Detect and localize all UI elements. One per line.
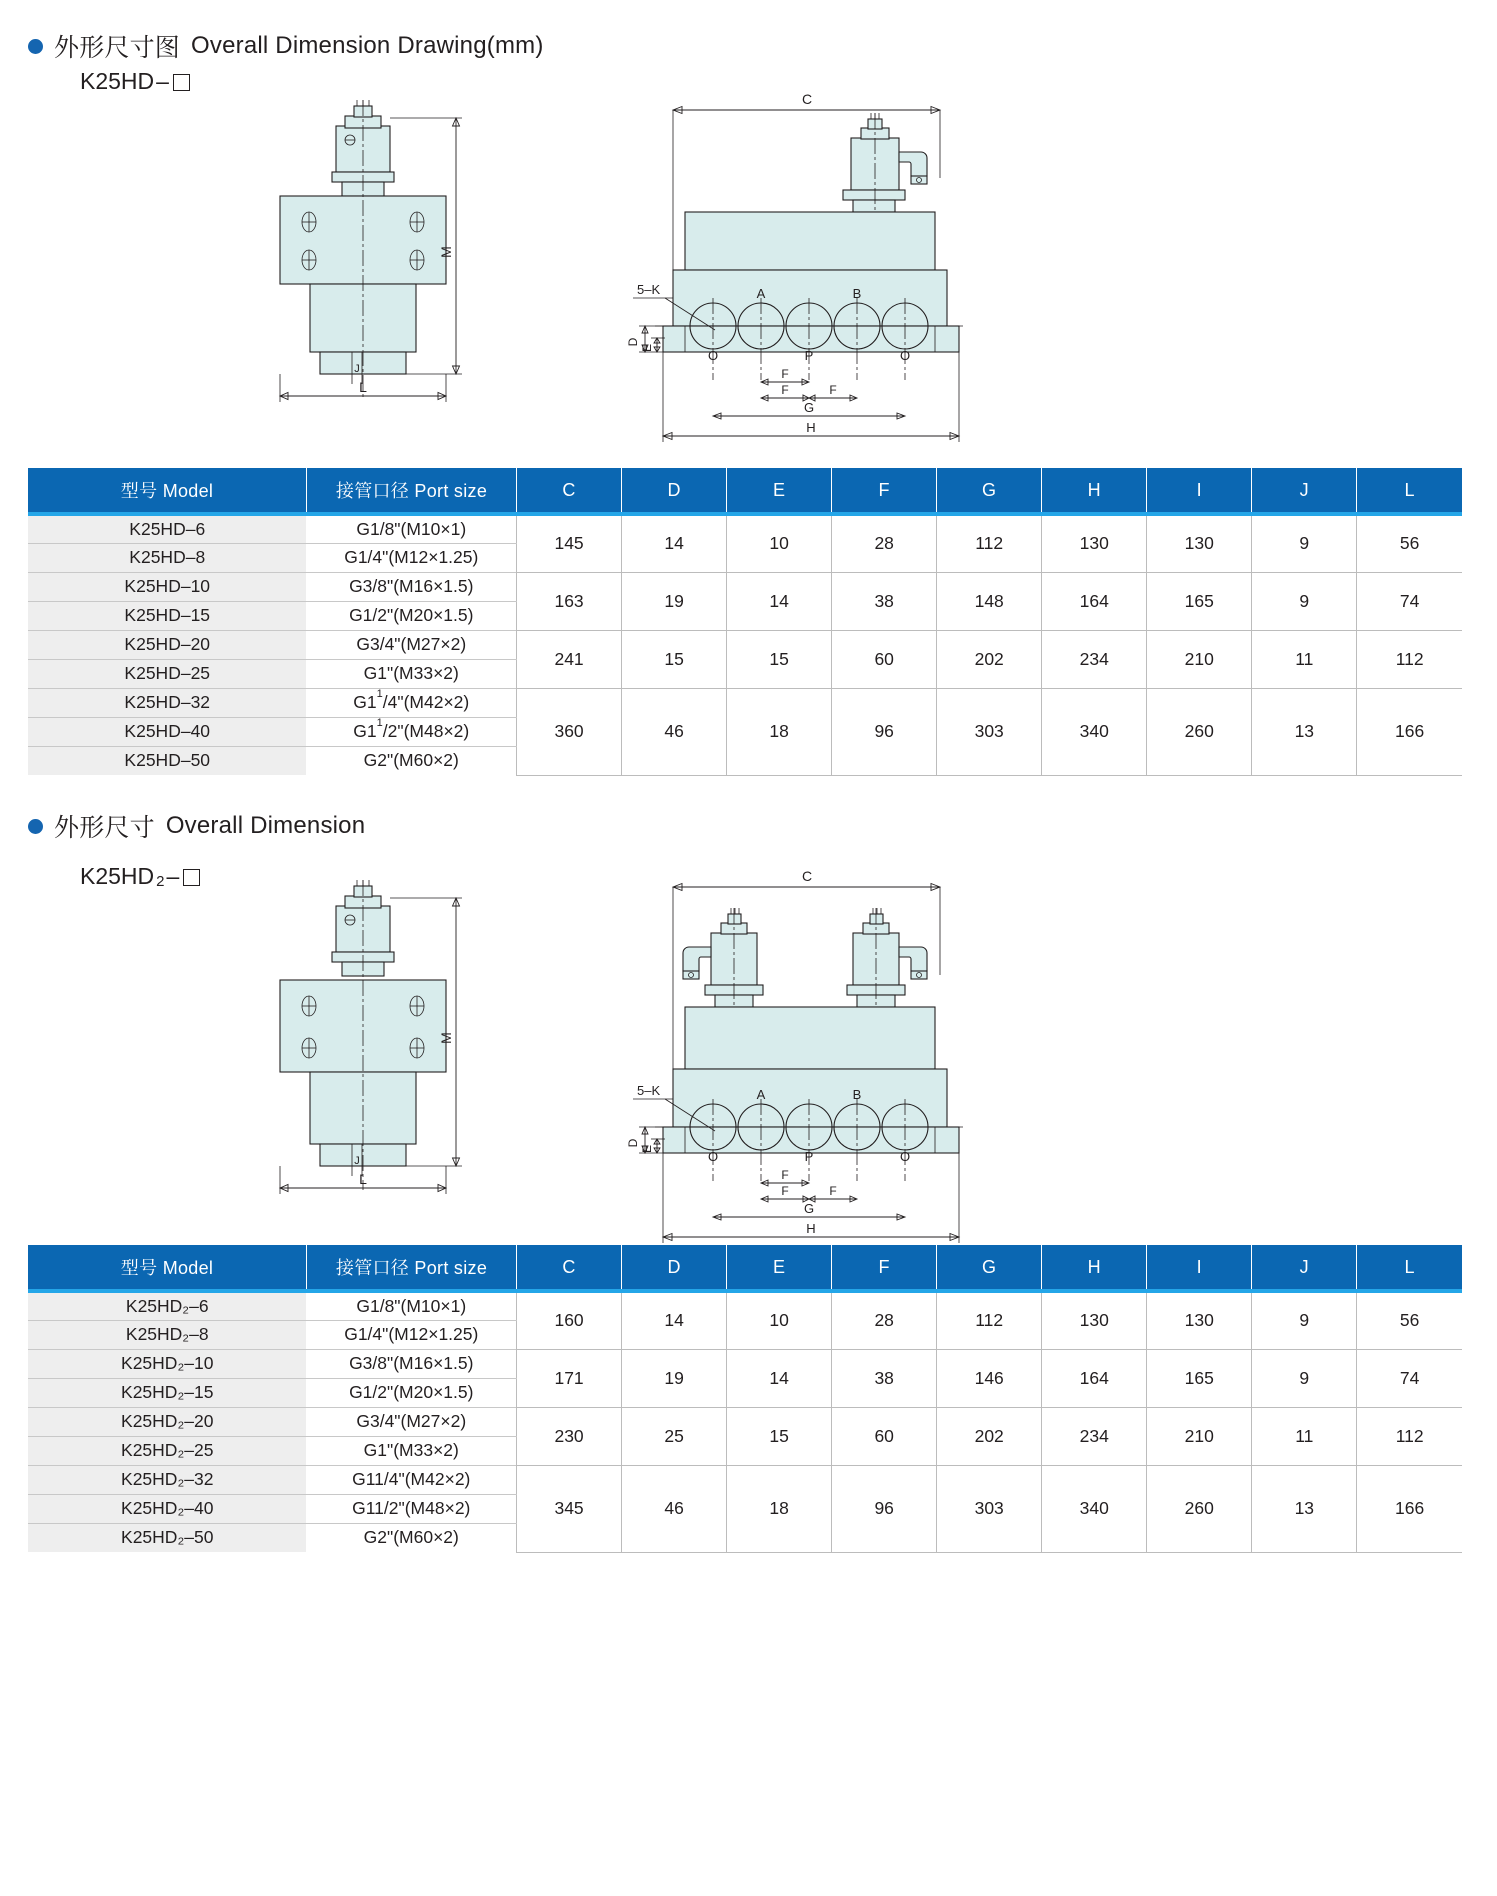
column-header-en: J [1299,479,1309,500]
cell-model: K25HD–25 [28,659,306,688]
cell-g: 112 [937,1291,1042,1349]
svg-text:F: F [829,1184,837,1198]
svg-text:G: G [803,400,815,415]
cell-model: K25HD₂–15 [28,1378,306,1407]
table-row [28,1349,1462,1378]
section-2-model-subscript: 2 [156,873,165,890]
cell-f: 28 [832,1291,937,1349]
cell-port-size: G1/8"(M10×1) [306,1291,516,1320]
cell-port-size: G3/4"(M27×2) [306,1407,516,1436]
cell-port-size: $G1^1/4"(M42\times 2)$ [306,688,516,717]
cell-model: K25HD₂–40 [28,1494,306,1523]
svg-text:5–K: 5–K [637,282,661,297]
column-header-d [622,468,727,514]
column-header-en: D [667,479,681,500]
table-row [28,688,1462,717]
column-header-en: G [982,1256,997,1277]
svg-text:B: B [852,1087,862,1102]
section-1-heading [28,28,544,64]
cell-f: 28 [832,514,937,572]
cell-h: 164 [1042,572,1147,630]
section-2-heading-en: Overall Dimension [165,812,366,839]
cell-e: 15 [727,630,832,688]
svg-text:L: L [359,379,367,395]
cell-f: 96 [832,688,937,775]
table-body [28,1291,1462,1552]
cell-g: 303 [937,688,1042,775]
cell-i: 210 [1147,630,1252,688]
cell-l: 166 [1357,688,1462,775]
cell-e: 18 [727,1465,832,1552]
cell-port-size: G11/4"(M42×2) [306,1465,516,1494]
cell-i: 260 [1147,688,1252,775]
section-1-front-view-drawing [250,100,500,425]
svg-text:A: A [756,286,766,301]
cell-e: 14 [727,572,832,630]
cell-d: 19 [622,572,727,630]
column-header-l [1357,1245,1462,1291]
cell-g: 303 [937,1465,1042,1552]
column-header-en: H [1087,1256,1101,1277]
cell-port-size: G1"(M33×2) [306,1436,516,1465]
cell-j: 9 [1252,572,1357,630]
column-header-en: L [1404,1256,1415,1277]
svg-text:G: G [803,1201,815,1216]
column-header-en: Port size [414,1258,488,1278]
section-1-heading-cn: 外形尺寸图 [54,33,181,62]
cell-port-size: G1/2"(M20×1.5) [306,1378,516,1407]
cell-model: K25HD₂–10 [28,1349,306,1378]
cell-c: 163 [517,572,622,630]
cell-i: 260 [1147,1465,1252,1552]
cell-port-size: G3/8"(M16×1.5) [306,1349,516,1378]
table-row [28,572,1462,601]
table-row [28,514,1462,543]
svg-text:O: O [707,1149,719,1164]
svg-text:J: J [354,1155,360,1167]
cell-port-size: $G1^1/2"(M48\times 2)$ [306,717,516,746]
cell-model: K25HD–10 [28,572,306,601]
cell-l: 166 [1357,1465,1462,1552]
svg-text:E: E [640,1144,654,1154]
table-row [28,1291,1462,1320]
cell-c: 345 [517,1465,622,1552]
svg-text:C: C [801,91,813,107]
cell-e: 14 [727,1349,832,1407]
cell-e: 10 [727,514,832,572]
svg-text:H: H [806,420,816,435]
column-header-en: D [667,1256,681,1277]
cell-d: 46 [622,688,727,775]
cell-d: 19 [622,1349,727,1407]
cell-g: 202 [937,630,1042,688]
cell-l: 74 [1357,1349,1462,1407]
svg-text:F: F [829,383,837,397]
cell-j: 9 [1252,514,1357,572]
section-1-heading-en: Overall Dimension Drawing(mm) [191,32,544,59]
column-header-e [727,1245,832,1291]
svg-text:L: L [359,1171,367,1187]
column-header-cn: 型号 [120,1258,158,1279]
svg-text:M: M [438,1032,454,1044]
cell-j: 13 [1252,688,1357,775]
cell-model: K25HD–20 [28,630,306,659]
cell-i: 130 [1147,1291,1252,1349]
cell-c: 160 [517,1291,622,1349]
column-header-en: F [878,1256,890,1277]
svg-text:O: O [899,1149,911,1164]
column-header-i [1147,1245,1252,1291]
cell-model: K25HD₂–32 [28,1465,306,1494]
svg-text:D: D [626,337,640,347]
column-header-f [832,468,937,514]
cell-port-size: G2"(M60×2) [306,746,516,775]
cell-model: K25HD₂–6 [28,1291,306,1320]
cell-h: 164 [1042,1349,1147,1407]
bullet-icon [28,39,43,54]
cell-c: 360 [517,688,622,775]
column-header-en: Port size [414,481,488,501]
column-header-port-size [306,468,516,514]
cell-model: K25HD₂–25 [28,1436,306,1465]
cell-f: 60 [832,630,937,688]
cell-port-size: G1"(M33×2) [306,659,516,688]
column-header-en: H [1087,479,1101,500]
cell-d: 46 [622,1465,727,1552]
section-1-spec-table [28,468,1462,776]
svg-text:F: F [781,1168,789,1182]
column-header-d [622,1245,727,1291]
cell-g: 146 [937,1349,1042,1407]
cell-l: 56 [1357,514,1462,572]
section-1-model-prefix: K25HD [80,68,155,94]
cell-h: 130 [1042,514,1147,572]
cell-port-size: G3/8"(M16×1.5) [306,572,516,601]
cell-d: 14 [622,1291,727,1349]
column-header-en: L [1404,479,1415,500]
cell-d: 15 [622,630,727,688]
cell-model: K25HD–6 [28,514,306,543]
svg-text:H: H [806,1221,816,1236]
table-header-row [28,468,1462,514]
cell-port-size: G1/2"(M20×1.5) [306,601,516,630]
column-header-port-size [306,1245,516,1291]
svg-text:A: A [756,1087,766,1102]
cell-port-size: G2"(M60×2) [306,1523,516,1552]
column-header-en: I [1196,479,1202,500]
blank-box-icon [183,869,200,886]
svg-text:P: P [804,348,814,363]
column-header-j [1252,1245,1357,1291]
cell-j: 9 [1252,1349,1357,1407]
svg-text:O: O [899,348,911,363]
section-1-side-view-drawing [615,80,975,455]
cell-model: K25HD–15 [28,601,306,630]
column-header-en: E [772,1256,786,1277]
column-header-en: E [772,479,786,500]
cell-g: 202 [937,1407,1042,1465]
cell-h: 234 [1042,630,1147,688]
blank-box-icon [173,74,190,91]
cell-c: 230 [517,1407,622,1465]
column-header-en: J [1299,1256,1309,1277]
svg-text:C: C [801,868,813,884]
svg-text:O: O [707,348,719,363]
svg-text:D: D [626,1138,640,1148]
cell-g: 148 [937,572,1042,630]
column-header-g [937,1245,1042,1291]
column-header-e [727,468,832,514]
section-2-model-label [80,863,200,890]
cell-model: K25HD₂–8 [28,1320,306,1349]
cell-i: 210 [1147,1407,1252,1465]
column-header-h [1042,468,1147,514]
svg-text:P: P [804,1149,814,1164]
cell-l: 112 [1357,1407,1462,1465]
cell-port-size: G1/4"(M12×1.25) [306,1320,516,1349]
cell-h: 234 [1042,1407,1147,1465]
cell-f: 60 [832,1407,937,1465]
section-2-heading-cn: 外形尺寸 [54,813,155,842]
column-header-model [28,1245,306,1291]
cell-c: 145 [517,514,622,572]
cell-i: 130 [1147,514,1252,572]
cell-model: K25HD–40 [28,717,306,746]
cell-j: 11 [1252,1407,1357,1465]
column-header-model [28,468,306,514]
cell-l: 74 [1357,572,1462,630]
svg-text:E: E [640,343,654,353]
column-header-c [517,468,622,514]
cell-e: 10 [727,1291,832,1349]
cell-port-size: G1/4"(M12×1.25) [306,543,516,572]
cell-model: K25HD₂–50 [28,1523,306,1552]
svg-text:5–K: 5–K [637,1083,661,1098]
cell-port-size: G3/4"(M27×2) [306,630,516,659]
cell-model: K25HD–50 [28,746,306,775]
column-header-cn: 接管口径 [335,481,410,502]
cell-l: 112 [1357,630,1462,688]
column-header-en: I [1196,1256,1202,1277]
column-header-en: F [878,479,890,500]
column-header-l [1357,468,1462,514]
svg-text:F: F [781,1184,789,1198]
cell-h: 340 [1042,688,1147,775]
cell-d: 25 [622,1407,727,1465]
cell-port-size: G11/2"(M48×2) [306,1494,516,1523]
svg-text:F: F [781,383,789,397]
cell-h: 340 [1042,1465,1147,1552]
cell-model: K25HD–32 [28,688,306,717]
table-row [28,1407,1462,1436]
column-header-en: Model [162,1258,214,1278]
cell-port-size: G1/8"(M10×1) [306,514,516,543]
column-header-en: C [562,479,576,500]
column-header-cn: 型号 [120,481,158,502]
cell-model: K25HD–8 [28,543,306,572]
column-header-g [937,468,1042,514]
section-2-spec-table [28,1245,1462,1553]
cell-g: 112 [937,514,1042,572]
column-header-i [1147,468,1252,514]
cell-f: 38 [832,572,937,630]
section-1-model-label [80,68,190,95]
cell-f: 38 [832,1349,937,1407]
section-2-model-suffix: – [166,863,180,889]
cell-l: 56 [1357,1291,1462,1349]
column-header-c [517,1245,622,1291]
cell-j: 11 [1252,630,1357,688]
svg-text:M: M [438,246,454,258]
cell-model: K25HD₂–20 [28,1407,306,1436]
section-2-heading [28,808,365,844]
section-2-front-view-drawing [250,880,500,1215]
column-header-cn: 接管口径 [335,1258,410,1279]
table-header-row [28,1245,1462,1291]
section-1-model-suffix: – [156,68,169,94]
cell-e: 15 [727,1407,832,1465]
svg-text:B: B [852,286,862,301]
column-header-h [1042,1245,1147,1291]
cell-f: 96 [832,1465,937,1552]
cell-c: 171 [517,1349,622,1407]
cell-j: 9 [1252,1291,1357,1349]
svg-text:F: F [781,367,789,381]
section-2-model-prefix: K25HD [80,863,155,889]
cell-c: 241 [517,630,622,688]
cell-j: 13 [1252,1465,1357,1552]
section-2-side-view-drawing [615,855,975,1260]
column-header-j [1252,468,1357,514]
bullet-icon [28,819,43,834]
cell-i: 165 [1147,1349,1252,1407]
column-header-en: Model [162,481,214,501]
column-header-en: C [562,1256,576,1277]
column-header-f [832,1245,937,1291]
svg-text:J: J [354,363,360,375]
cell-e: 18 [727,688,832,775]
cell-h: 130 [1042,1291,1147,1349]
table-row [28,630,1462,659]
table-row [28,1465,1462,1494]
table-body [28,514,1462,775]
cell-i: 165 [1147,572,1252,630]
cell-d: 14 [622,514,727,572]
column-header-en: G [982,479,997,500]
